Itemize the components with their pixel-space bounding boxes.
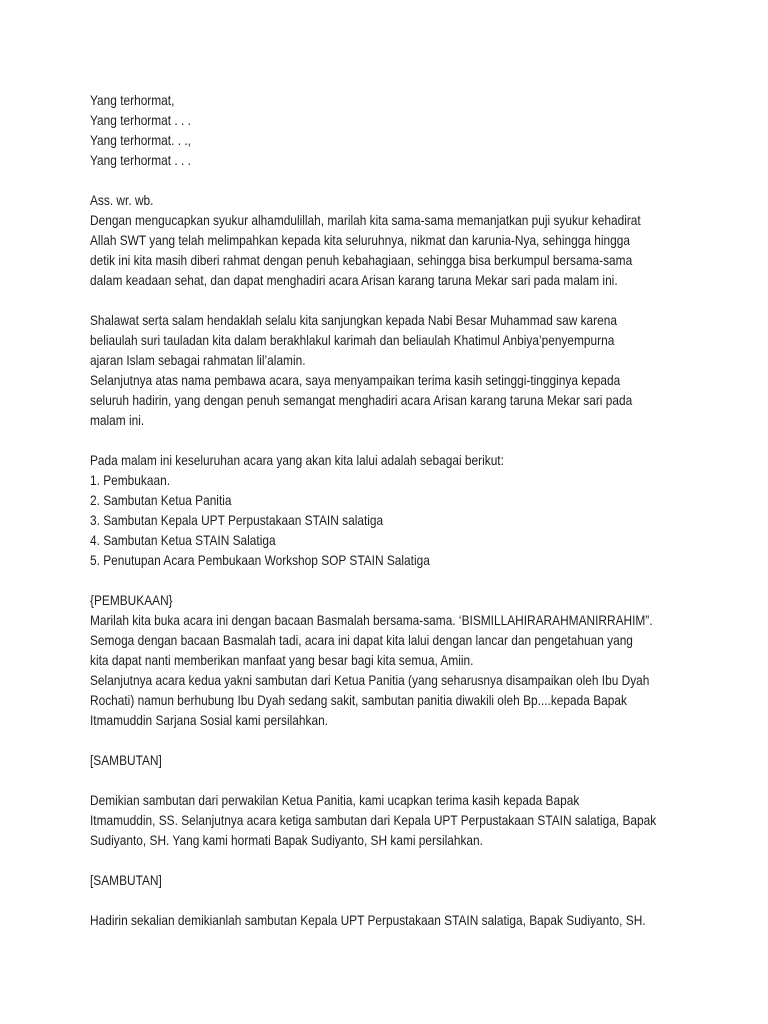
paragraph-line: Marilah kita buka acara ini dengan bacaan Basmalah bersama-sama. ‘BISMILLAHIRARAHMANIRRAHIM”. [90, 613, 653, 628]
agenda-item: 5. Penutupan Acara Pembukaan Workshop SOP STAIN Salatiga [90, 553, 430, 568]
salutation-line: Yang terhormat. . ., [90, 133, 191, 148]
paragraph-line: ajaran Islam sebagai rahmatan lil’alamin. [90, 353, 306, 368]
salutation-line: Yang terhormat . . . [90, 113, 191, 128]
agenda-item: 1. Pembukaan. [90, 473, 171, 488]
paragraph-line: Dengan mengucapkan syukur alhamdulillah, marilah kita sama-sama memanjatkan puji syukur kehadirat [90, 213, 641, 228]
paragraph-line: Rochati) namun berhubung Ibu Dyah sedang sakit, sambutan panitia diwakili oleh Bp....kepada Bapak [90, 693, 627, 708]
paragraph-line: beliaulah suri tauladan kita dalam berakhlakul karimah dan beliaulah Khatimul Anbiya’penyempurna [90, 333, 615, 348]
section-heading: [SAMBUTAN] [90, 873, 162, 888]
paragraph-line: Sudiyanto, SH. Yang kami hormati Bapak Sudiyanto, SH kami persilahkan. [90, 833, 483, 848]
paragraph-line: seluruh hadirin, yang dengan penuh semangat menghadiri acara Arisan karang taruna Mekar sari pada [90, 393, 633, 408]
paragraph-line: dalam keadaan sehat, dan dapat menghadiri acara Arisan karang taruna Mekar sari pada malam ini. [90, 273, 618, 288]
paragraph-line: Hadirin sekalian demikianlah sambutan Kepala UPT Perpustakaan STAIN salatiga, Bapak Sudiyanto, SH. [90, 913, 646, 928]
salutation-line: Yang terhormat, [90, 93, 175, 108]
paragraph-line: Demikian sambutan dari perwakilan Ketua Panitia, kami ucapkan terima kasih kepada Bapak [90, 793, 580, 808]
paragraph-line: Shalawat serta salam hendaklah selalu kita sanjungkan kepada Nabi Besar Muhammad saw karena [90, 313, 617, 328]
greeting-line: Ass. wr. wb. [90, 193, 154, 208]
paragraph-line: Itmamuddin, SS. Selanjutnya acara ketiga sambutan dari Kepala UPT Perpustakaan STAIN salatiga, Bapak [90, 813, 657, 828]
paragraph-line: malam ini. [90, 413, 145, 428]
paragraph-line: Selanjutnya atas nama pembawa acara, saya menyampaikan terima kasih setinggi-tingginya kepada [90, 373, 621, 388]
agenda-item: 2. Sambutan Ketua Panitia [90, 493, 232, 508]
section-heading: {PEMBUKAAN} [90, 593, 173, 608]
agenda-item: 4. Sambutan Ketua STAIN Salatiga [90, 533, 276, 548]
paragraph-line: Allah SWT yang telah melimpahkan kepada kita seluruhnya, nikmat dan karunia-Nya, sehingga hingga [90, 233, 630, 248]
paragraph-line: Semoga dengan bacaan Basmalah tadi, acara ini dapat kita lalui dengan lancar dan pengetahuan yang [90, 633, 633, 648]
agenda-intro: Pada malam ini keseluruhan acara yang akan kita lalui adalah sebagai berikut: [90, 453, 504, 468]
paragraph-line: kita dapat nanti memberikan manfaat yang besar bagi kita semua, Amiin. [90, 653, 474, 668]
agenda-item: 3. Sambutan Kepala UPT Perpustakaan STAIN salatiga [90, 513, 384, 528]
paragraph-line: Itmamuddin Sarjana Sosial kami persilahkan. [90, 713, 329, 728]
paragraph-line: Selanjutnya acara kedua yakni sambutan dari Ketua Panitia (yang seharusnya disampaikan oleh Ibu Dyah [90, 673, 650, 688]
section-heading: [SAMBUTAN] [90, 753, 162, 768]
paragraph-line: detik ini kita masih diberi rahmat dengan penuh kebahagiaan, sehingga bisa berkumpul bersama-sama [90, 253, 633, 268]
salutation-line: Yang terhormat . . . [90, 153, 191, 168]
